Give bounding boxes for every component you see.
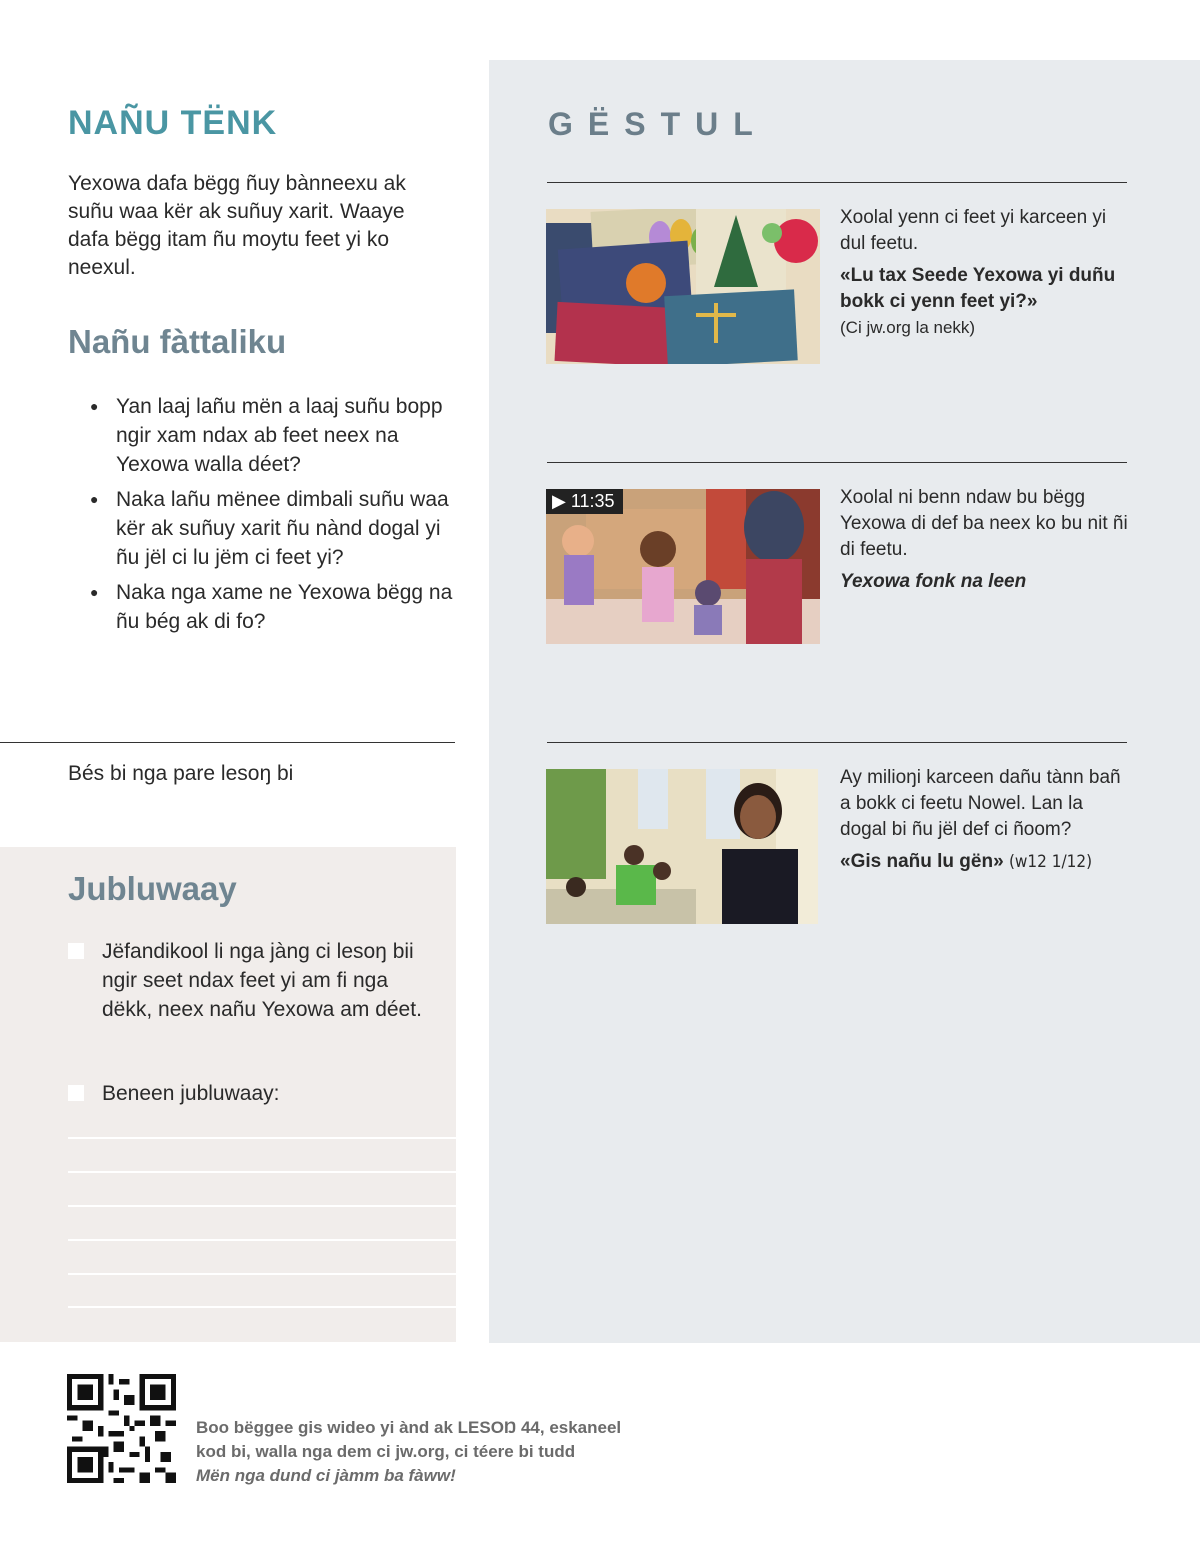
video-duration: ▶ 11:35	[546, 489, 623, 514]
divider	[0, 742, 455, 743]
question-list	[90, 392, 460, 642]
writing-line	[68, 1171, 456, 1173]
resource-description: Xoolal ni benn ndaw bu bëgg Yexowa di def ba neex ko bu nit ñi di feetu.	[840, 487, 1128, 560]
question-item: ● Yan laaj lañu mën a laaj suñu bopp ngir xam ndax ab feet neex na Yexowa walla déet?	[90, 392, 460, 479]
resource-entry	[840, 765, 1130, 875]
footer-text	[196, 1416, 656, 1488]
divider	[547, 462, 1127, 463]
explore-heading: GËSTUL	[548, 106, 768, 142]
resource-entry	[840, 485, 1130, 595]
resource-link[interactable]	[840, 263, 1130, 315]
resource-description: Xoolal yenn ci feet yi karceen yi dul feetu.	[840, 207, 1107, 254]
writing-line	[68, 1273, 456, 1275]
completion-date-label: Bés bi nga pare lesoŋ bi	[68, 762, 294, 785]
goal-text: Beneen jubluwaay:	[102, 1082, 280, 1105]
goal-item	[68, 937, 428, 1024]
checkbox[interactable]	[68, 943, 84, 959]
resource-entry	[840, 205, 1130, 341]
writing-line	[68, 1239, 456, 1241]
resource-description: Ay milioŋi karceen dañu tànn bañ a bokk ci feetu Nowel. Lan la dogal bi ñu jël def ci ñoom?	[840, 767, 1121, 840]
question-item: ● Naka lañu mënee dimbali suñu waa kër ak suñuy xarit ñu nànd dogal yi ñu jël ci lu jëm ci feet yi?	[90, 485, 460, 572]
divider	[547, 182, 1127, 183]
goal-item	[68, 1079, 428, 1108]
footer-line: Boo bëggee gis wideo yi ànd ak LESOŊ 44, eskaneel	[196, 1418, 622, 1437]
qr-code-icon[interactable]	[67, 1374, 176, 1483]
resource-source: (Ci jw.org la nekk)	[840, 318, 976, 337]
resource-title: Yexowa fonk na leen	[840, 571, 1027, 592]
checkbox[interactable]	[68, 1085, 84, 1101]
divider	[547, 742, 1127, 743]
writing-line	[68, 1137, 456, 1139]
writing-line	[68, 1306, 456, 1308]
footer-line: kod bi, walla nga dem ci jw.org, ci téere bi tudd	[196, 1442, 576, 1461]
book-title-link[interactable]: Mën nga dund ci jàmm ba fàww!	[196, 1466, 456, 1485]
resource-link[interactable]	[840, 569, 1130, 595]
resource-title: «Gis nañu lu gën»	[840, 851, 1004, 872]
resource-link[interactable]	[840, 849, 1130, 875]
resource-title: «Lu tax Seede Yexowa yi duñu bokk ci yenn feet yi?»	[840, 265, 1116, 312]
animated-children-video-thumbnail[interactable]	[546, 489, 820, 644]
goal-heading: Jubluwaay	[68, 870, 237, 907]
holiday-collage-image[interactable]	[546, 209, 820, 364]
woman-smiling-photo[interactable]	[546, 769, 818, 924]
discussion-heading: Nañu fàttaliku	[68, 323, 287, 360]
goal-text: Jëfandikool li nga jàng ci lesoŋ bii ngir seet ndax feet yi am fi nga dëkk, neex nañu Yexowa am déet.	[102, 940, 422, 1021]
resource-source: (w12 1/12)	[1008, 852, 1093, 872]
page-title: NAÑU TËNK	[68, 104, 278, 142]
writing-line	[68, 1205, 456, 1207]
intro-paragraph: Yexowa dafa bëgg ñuy bànneexu ak suñu waa kër ak suñuy xarit. Waaye dafa bëgg itam ñu moytu feet yi ko neexul.	[68, 172, 406, 279]
question-item: ● Naka nga xame ne Yexowa bëgg na ñu bég ak di fo?	[90, 578, 460, 636]
